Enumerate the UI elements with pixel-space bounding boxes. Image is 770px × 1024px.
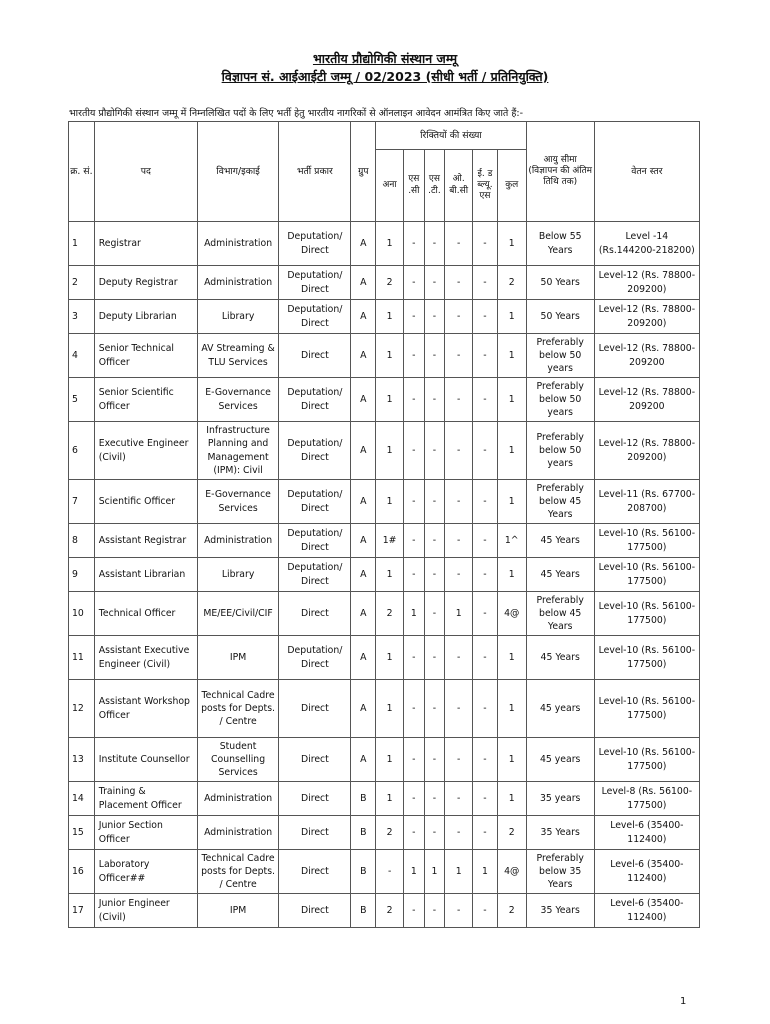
cell-st: - [424, 558, 445, 592]
table-row [69, 266, 700, 300]
cell-group: A [351, 422, 376, 480]
cell-total: 4@ [497, 592, 526, 636]
col-header-st: एस .टी. [424, 150, 445, 222]
cell-dept: IPM [197, 894, 278, 928]
cell-mode: Deputation/ Direct [279, 300, 351, 334]
cell-sno: 7 [69, 480, 95, 524]
cell-age: Below 55 Years [526, 222, 594, 266]
cell-group: B [351, 816, 376, 850]
cell-sc: - [404, 816, 425, 850]
cell-dept: Administration [197, 782, 278, 816]
cell-post: Registrar [94, 222, 197, 266]
cell-st: - [424, 378, 445, 422]
cell-sno: 11 [69, 636, 95, 680]
cell-age: 45 Years [526, 558, 594, 592]
cell-st: - [424, 334, 445, 378]
cell-post: Laboratory Officer## [94, 850, 197, 894]
cell-dept: Student Counselling Services [197, 738, 278, 782]
cell-pay: Level-10 (Rs. 56100-177500) [594, 636, 699, 680]
cell-sno: 17 [69, 894, 95, 928]
cell-ews: - [473, 558, 498, 592]
cell-dept: Administration [197, 524, 278, 558]
cell-ur: 1 [376, 558, 404, 592]
cell-sc: - [404, 636, 425, 680]
cell-pay: Level-12 (Rs. 78800-209200) [594, 300, 699, 334]
cell-sno: 8 [69, 524, 95, 558]
col-header-sno: क्र. सं. [69, 122, 95, 222]
cell-group: A [351, 480, 376, 524]
cell-pay: Level-10 (Rs. 56100-177500) [594, 592, 699, 636]
col-header-pay: वेतन स्तर [594, 122, 699, 222]
cell-obc: - [445, 480, 473, 524]
cell-mode: Deputation/ Direct [279, 558, 351, 592]
cell-ur: 1 [376, 636, 404, 680]
cell-ews: - [473, 680, 498, 738]
cell-obc: - [445, 524, 473, 558]
cell-total: 2 [497, 816, 526, 850]
cell-pay: Level-10 (Rs. 56100-177500) [594, 524, 699, 558]
cell-total: 2 [497, 894, 526, 928]
cell-pay: Level-6 (35400-112400) [594, 894, 699, 928]
cell-total: 1 [497, 334, 526, 378]
cell-ews: - [473, 422, 498, 480]
cell-post: Technical Officer [94, 592, 197, 636]
cell-mode: Direct [279, 334, 351, 378]
cell-mode: Deputation/ Direct [279, 524, 351, 558]
cell-st: - [424, 266, 445, 300]
cell-ur: 1 [376, 222, 404, 266]
cell-pay: Level-8 (Rs. 56100-177500) [594, 782, 699, 816]
cell-sc: - [404, 300, 425, 334]
cell-ews: - [473, 636, 498, 680]
cell-total: 1 [497, 680, 526, 738]
cell-total: 1 [497, 782, 526, 816]
cell-pay: Level-12 (Rs. 78800-209200) [594, 266, 699, 300]
cell-group: A [351, 592, 376, 636]
cell-sno: 5 [69, 378, 95, 422]
cell-mode: Deputation/ Direct [279, 480, 351, 524]
cell-group: A [351, 266, 376, 300]
cell-ews: - [473, 222, 498, 266]
cell-age: 50 Years [526, 266, 594, 300]
cell-pay: Level-12 (Rs. 78800-209200 [594, 334, 699, 378]
cell-sc: - [404, 266, 425, 300]
cell-sc: - [404, 680, 425, 738]
cell-age: 35 Years [526, 894, 594, 928]
cell-post: Assistant Librarian [94, 558, 197, 592]
cell-dept: ME/EE/Civil/CIF [197, 592, 278, 636]
col-header-ur: अना [376, 150, 404, 222]
cell-dept: Administration [197, 816, 278, 850]
cell-st: - [424, 222, 445, 266]
cell-sc: - [404, 222, 425, 266]
vacancy-table [68, 121, 700, 928]
cell-age: Preferably below 35 Years [526, 850, 594, 894]
cell-dept: Administration [197, 266, 278, 300]
cell-sc: 1 [404, 592, 425, 636]
cell-mode: Direct [279, 894, 351, 928]
cell-post: Assistant Workshop Officer [94, 680, 197, 738]
cell-ews: - [473, 300, 498, 334]
cell-total: 1 [497, 738, 526, 782]
cell-total: 1 [497, 480, 526, 524]
cell-post: Training & Placement Officer [94, 782, 197, 816]
cell-post: Assistant Executive Engineer (Civil) [94, 636, 197, 680]
cell-obc: - [445, 300, 473, 334]
cell-obc: - [445, 378, 473, 422]
cell-st: - [424, 592, 445, 636]
col-header-dept: विभाग/इकाई [197, 122, 278, 222]
cell-sno: 9 [69, 558, 95, 592]
document-title: भारतीय प्रौद्योगिकी संस्थान जम्मू [312, 51, 458, 66]
cell-total: 1 [497, 558, 526, 592]
cell-ews: - [473, 524, 498, 558]
table-row [69, 850, 700, 894]
col-header-vacancies: रिक्तियों की संख्या [376, 122, 526, 150]
cell-st: - [424, 636, 445, 680]
col-header-mode: भर्ती प्रकार [279, 122, 351, 222]
advertisement-number: विज्ञापन सं. आईआईटी जम्मू / 02/2023 (सीधी भर्ती / प्रतिनियुक्ति) [221, 69, 549, 84]
page-number: 1 [680, 996, 687, 1007]
cell-obc: - [445, 222, 473, 266]
cell-total: 1 [497, 636, 526, 680]
cell-dept: Library [197, 300, 278, 334]
cell-pay: Level -14 (Rs.144200-218200) [594, 222, 699, 266]
cell-obc: - [445, 738, 473, 782]
cell-total: 1 [497, 222, 526, 266]
cell-sc: - [404, 480, 425, 524]
cell-sno: 13 [69, 738, 95, 782]
cell-sc: 1 [404, 850, 425, 894]
table-row [69, 680, 700, 738]
cell-ews: - [473, 378, 498, 422]
cell-ur: 2 [376, 894, 404, 928]
cell-age: Preferably below 50 years [526, 422, 594, 480]
cell-st: - [424, 524, 445, 558]
cell-age: 50 Years [526, 300, 594, 334]
cell-sc: - [404, 334, 425, 378]
cell-mode: Direct [279, 738, 351, 782]
cell-pay: Level-10 (Rs. 56100-177500) [594, 738, 699, 782]
intro-text: भारतीय प्रौद्योगिकी संस्थान जम्मू में निम्नलिखित पदों के लिए भर्ती हेतु भारतीय नागरिकों से ऑनलाइन आवेदन आमंत्रित किए जाते हैं:- [69, 108, 524, 119]
cell-total: 1 [497, 378, 526, 422]
cell-st: - [424, 894, 445, 928]
cell-age: Preferably below 45 Years [526, 592, 594, 636]
cell-st: - [424, 816, 445, 850]
table-row [69, 558, 700, 592]
cell-ews: - [473, 334, 498, 378]
cell-dept: Technical Cadre posts for Depts. / Centre [197, 850, 278, 894]
cell-st: - [424, 738, 445, 782]
cell-ur: 1 [376, 782, 404, 816]
cell-sno: 14 [69, 782, 95, 816]
cell-mode: Deputation/ Direct [279, 222, 351, 266]
cell-mode: Deputation/ Direct [279, 422, 351, 480]
cell-pay: Level-10 (Rs. 56100-177500) [594, 680, 699, 738]
cell-ur: 2 [376, 816, 404, 850]
cell-ews: - [473, 816, 498, 850]
cell-mode: Deputation/ Direct [279, 378, 351, 422]
cell-ur: 2 [376, 266, 404, 300]
table-row [69, 894, 700, 928]
cell-sno: 10 [69, 592, 95, 636]
cell-total: 1^ [497, 524, 526, 558]
col-header-group: ग्रुप [351, 122, 376, 222]
cell-sno: 15 [69, 816, 95, 850]
cell-post: Deputy Librarian [94, 300, 197, 334]
cell-ur: 1 [376, 300, 404, 334]
cell-pay: Level-11 (Rs. 67700-208700) [594, 480, 699, 524]
cell-obc: - [445, 558, 473, 592]
cell-ur: 2 [376, 592, 404, 636]
cell-mode: Direct [279, 816, 351, 850]
cell-post: Institute Counsellor [94, 738, 197, 782]
cell-sc: - [404, 524, 425, 558]
table-row [69, 334, 700, 378]
cell-ews: - [473, 266, 498, 300]
cell-ews: - [473, 738, 498, 782]
cell-mode: Direct [279, 782, 351, 816]
cell-age: 35 Years [526, 816, 594, 850]
cell-obc: - [445, 782, 473, 816]
table-row [69, 816, 700, 850]
cell-ur: 1 [376, 334, 404, 378]
cell-sc: - [404, 782, 425, 816]
cell-post: Junior Section Officer [94, 816, 197, 850]
cell-pay: Level-10 (Rs. 56100-177500) [594, 558, 699, 592]
cell-obc: - [445, 894, 473, 928]
cell-sno: 12 [69, 680, 95, 738]
table-row [69, 480, 700, 524]
cell-dept: Technical Cadre posts for Depts. / Centre [197, 680, 278, 738]
cell-sc: - [404, 378, 425, 422]
col-header-total: कुल [497, 150, 526, 222]
table-row [69, 422, 700, 480]
cell-obc: - [445, 422, 473, 480]
cell-dept: E-Governance Services [197, 378, 278, 422]
table-row [69, 222, 700, 266]
cell-total: 1 [497, 300, 526, 334]
cell-ur: 1# [376, 524, 404, 558]
cell-age: Preferably below 50 years [526, 378, 594, 422]
cell-group: A [351, 558, 376, 592]
cell-dept: Infrastructure Planning and Management (IPM): Civil [197, 422, 278, 480]
cell-ews: - [473, 782, 498, 816]
col-header-ews: ई. ड ब्ल्यू. एस [473, 150, 498, 222]
cell-obc: - [445, 636, 473, 680]
cell-sc: - [404, 558, 425, 592]
cell-post: Senior Technical Officer [94, 334, 197, 378]
cell-post: Junior Engineer (Civil) [94, 894, 197, 928]
col-header-age: आयु सीमा (विज्ञापन की अंतिम तिथि तक) [526, 122, 594, 222]
cell-pay: Level-12 (Rs. 78800-209200) [594, 422, 699, 480]
cell-sno: 1 [69, 222, 95, 266]
cell-ur: 1 [376, 680, 404, 738]
cell-group: A [351, 300, 376, 334]
cell-mode: Direct [279, 680, 351, 738]
cell-obc: - [445, 816, 473, 850]
cell-ews: 1 [473, 850, 498, 894]
cell-group: B [351, 782, 376, 816]
cell-group: A [351, 680, 376, 738]
cell-st: - [424, 300, 445, 334]
cell-post: Assistant Registrar [94, 524, 197, 558]
cell-sno: 16 [69, 850, 95, 894]
cell-age: 45 Years [526, 524, 594, 558]
cell-mode: Direct [279, 592, 351, 636]
cell-age: 45 Years [526, 636, 594, 680]
table-row [69, 592, 700, 636]
table-row [69, 738, 700, 782]
cell-total: 4@ [497, 850, 526, 894]
cell-ur: 1 [376, 422, 404, 480]
cell-age: 45 years [526, 738, 594, 782]
col-header-post: पद [94, 122, 197, 222]
cell-dept: AV Streaming & TLU Services [197, 334, 278, 378]
cell-pay: Level-6 (35400-112400) [594, 816, 699, 850]
cell-obc: - [445, 680, 473, 738]
cell-mode: Deputation/ Direct [279, 266, 351, 300]
cell-obc: 1 [445, 592, 473, 636]
cell-group: B [351, 894, 376, 928]
cell-group: A [351, 222, 376, 266]
cell-st: - [424, 680, 445, 738]
cell-ur: - [376, 850, 404, 894]
cell-obc: - [445, 266, 473, 300]
cell-mode: Deputation/ Direct [279, 636, 351, 680]
cell-st: - [424, 422, 445, 480]
cell-total: 2 [497, 266, 526, 300]
cell-ews: - [473, 592, 498, 636]
cell-group: A [351, 738, 376, 782]
cell-age: Preferably below 45 Years [526, 480, 594, 524]
cell-ur: 1 [376, 480, 404, 524]
cell-ews: - [473, 480, 498, 524]
cell-total: 1 [497, 422, 526, 480]
cell-ur: 1 [376, 738, 404, 782]
cell-pay: Level-12 (Rs. 78800-209200 [594, 378, 699, 422]
table-row [69, 782, 700, 816]
cell-sc: - [404, 422, 425, 480]
table-row [69, 636, 700, 680]
cell-obc: 1 [445, 850, 473, 894]
table-row [69, 300, 700, 334]
cell-st: - [424, 782, 445, 816]
cell-obc: - [445, 334, 473, 378]
cell-age: Preferably below 50 years [526, 334, 594, 378]
cell-group: A [351, 524, 376, 558]
table-row [69, 524, 700, 558]
cell-pay: Level-6 (35400-112400) [594, 850, 699, 894]
cell-st: 1 [424, 850, 445, 894]
cell-post: Executive Engineer (Civil) [94, 422, 197, 480]
cell-group: A [351, 334, 376, 378]
cell-age: 35 years [526, 782, 594, 816]
cell-sno: 2 [69, 266, 95, 300]
col-header-sc: एस .सी [404, 150, 425, 222]
cell-sno: 6 [69, 422, 95, 480]
cell-sno: 3 [69, 300, 95, 334]
cell-group: B [351, 850, 376, 894]
cell-ews: - [473, 894, 498, 928]
cell-sc: - [404, 738, 425, 782]
cell-group: A [351, 636, 376, 680]
col-header-obc: ओ. बी.सी [445, 150, 473, 222]
cell-post: Senior Scientific Officer [94, 378, 197, 422]
cell-dept: Administration [197, 222, 278, 266]
cell-dept: E-Governance Services [197, 480, 278, 524]
cell-dept: Library [197, 558, 278, 592]
cell-mode: Direct [279, 850, 351, 894]
cell-group: A [351, 378, 376, 422]
cell-sc: - [404, 894, 425, 928]
cell-st: - [424, 480, 445, 524]
cell-dept: IPM [197, 636, 278, 680]
cell-age: 45 years [526, 680, 594, 738]
cell-ur: 1 [376, 378, 404, 422]
cell-post: Scientific Officer [94, 480, 197, 524]
cell-post: Deputy Registrar [94, 266, 197, 300]
cell-sno: 4 [69, 334, 95, 378]
table-row [69, 378, 700, 422]
